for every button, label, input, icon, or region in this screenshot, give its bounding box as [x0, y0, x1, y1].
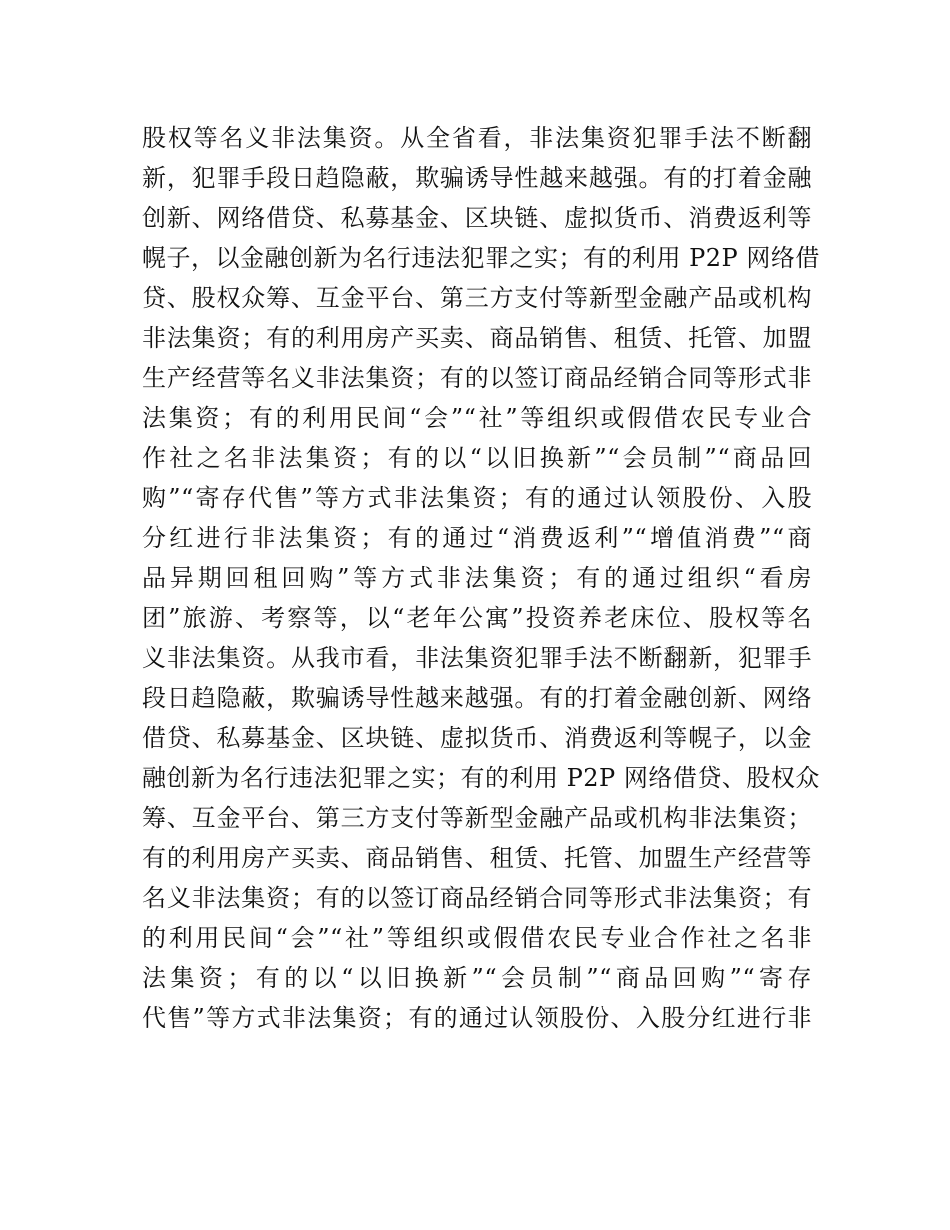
- text-line: 筹、互金平台、第三方支付等新型金融产品或机构非法集资；: [142, 804, 812, 832]
- text-line: 股权等名义非法集资。从全省看，非法集资犯罪手法不断翻: [142, 124, 812, 152]
- text-line: 品异期回租回购”等方式非法集资；有的通过组织“看房: [142, 564, 812, 592]
- text-line: 新，犯罪手段日趋隐蔽，欺骗诱导性越来越强。有的打着金融: [142, 164, 812, 192]
- text-line: 非法集资；有的利用房产买卖、商品销售、租赁、托管、加盟: [142, 324, 812, 352]
- text-line: 义非法集资。从我市看，非法集资犯罪手法不断翻新，犯罪手: [142, 644, 812, 672]
- text-line: 借贷、私募基金、区块链、虚拟货币、消费返利等幌子，以金: [142, 724, 812, 752]
- body-text: [142, 118, 820, 1038]
- text-line: 法集资；有的利用民间“会”“社”等组织或假借农民专业合: [142, 404, 812, 432]
- text-line: 生产经营等名义非法集资；有的以签订商品经销合同等形式非: [142, 364, 812, 392]
- text-line: 作社之名非法集资；有的以“以旧换新”“会员制”“商品回: [142, 444, 812, 472]
- text-line: 分红进行非法集资；有的通过“消费返利”“增值消费”“商: [142, 524, 812, 552]
- text-line: 团”旅游、考察等，以“老年公寓”投资养老床位、股权等名: [142, 604, 812, 632]
- text-line: 代售”等方式非法集资；有的通过认领股份、入股分红进行非: [142, 1004, 812, 1032]
- text-line: 的利用民间“会”“社”等组织或假借农民专业合作社之名非: [142, 924, 812, 952]
- text-line: 名义非法集资；有的以签订商品经销合同等形式非法集资；有: [142, 884, 812, 912]
- text-line: 段日趋隐蔽，欺骗诱导性越来越强。有的打着金融创新、网络: [142, 684, 812, 712]
- text-line: 创新、网络借贷、私募基金、区块链、虚拟货币、消费返利等: [142, 204, 812, 232]
- text-line: 法集资；有的以“以旧换新”“会员制”“商品回购”“寄存: [142, 964, 812, 992]
- text-line: 融创新为名行违法犯罪之实；有的利用 P2P 网络借贷、股权众: [142, 764, 820, 792]
- text-line: 购”“寄存代售”等方式非法集资；有的通过认领股份、入股: [142, 484, 812, 512]
- text-line: 有的利用房产买卖、商品销售、租赁、托管、加盟生产经营等: [142, 844, 812, 872]
- text-line: 幌子，以金融创新为名行违法犯罪之实；有的利用 P2P 网络借: [142, 244, 820, 272]
- text-line: 贷、股权众筹、互金平台、第三方支付等新型金融产品或机构: [142, 284, 812, 312]
